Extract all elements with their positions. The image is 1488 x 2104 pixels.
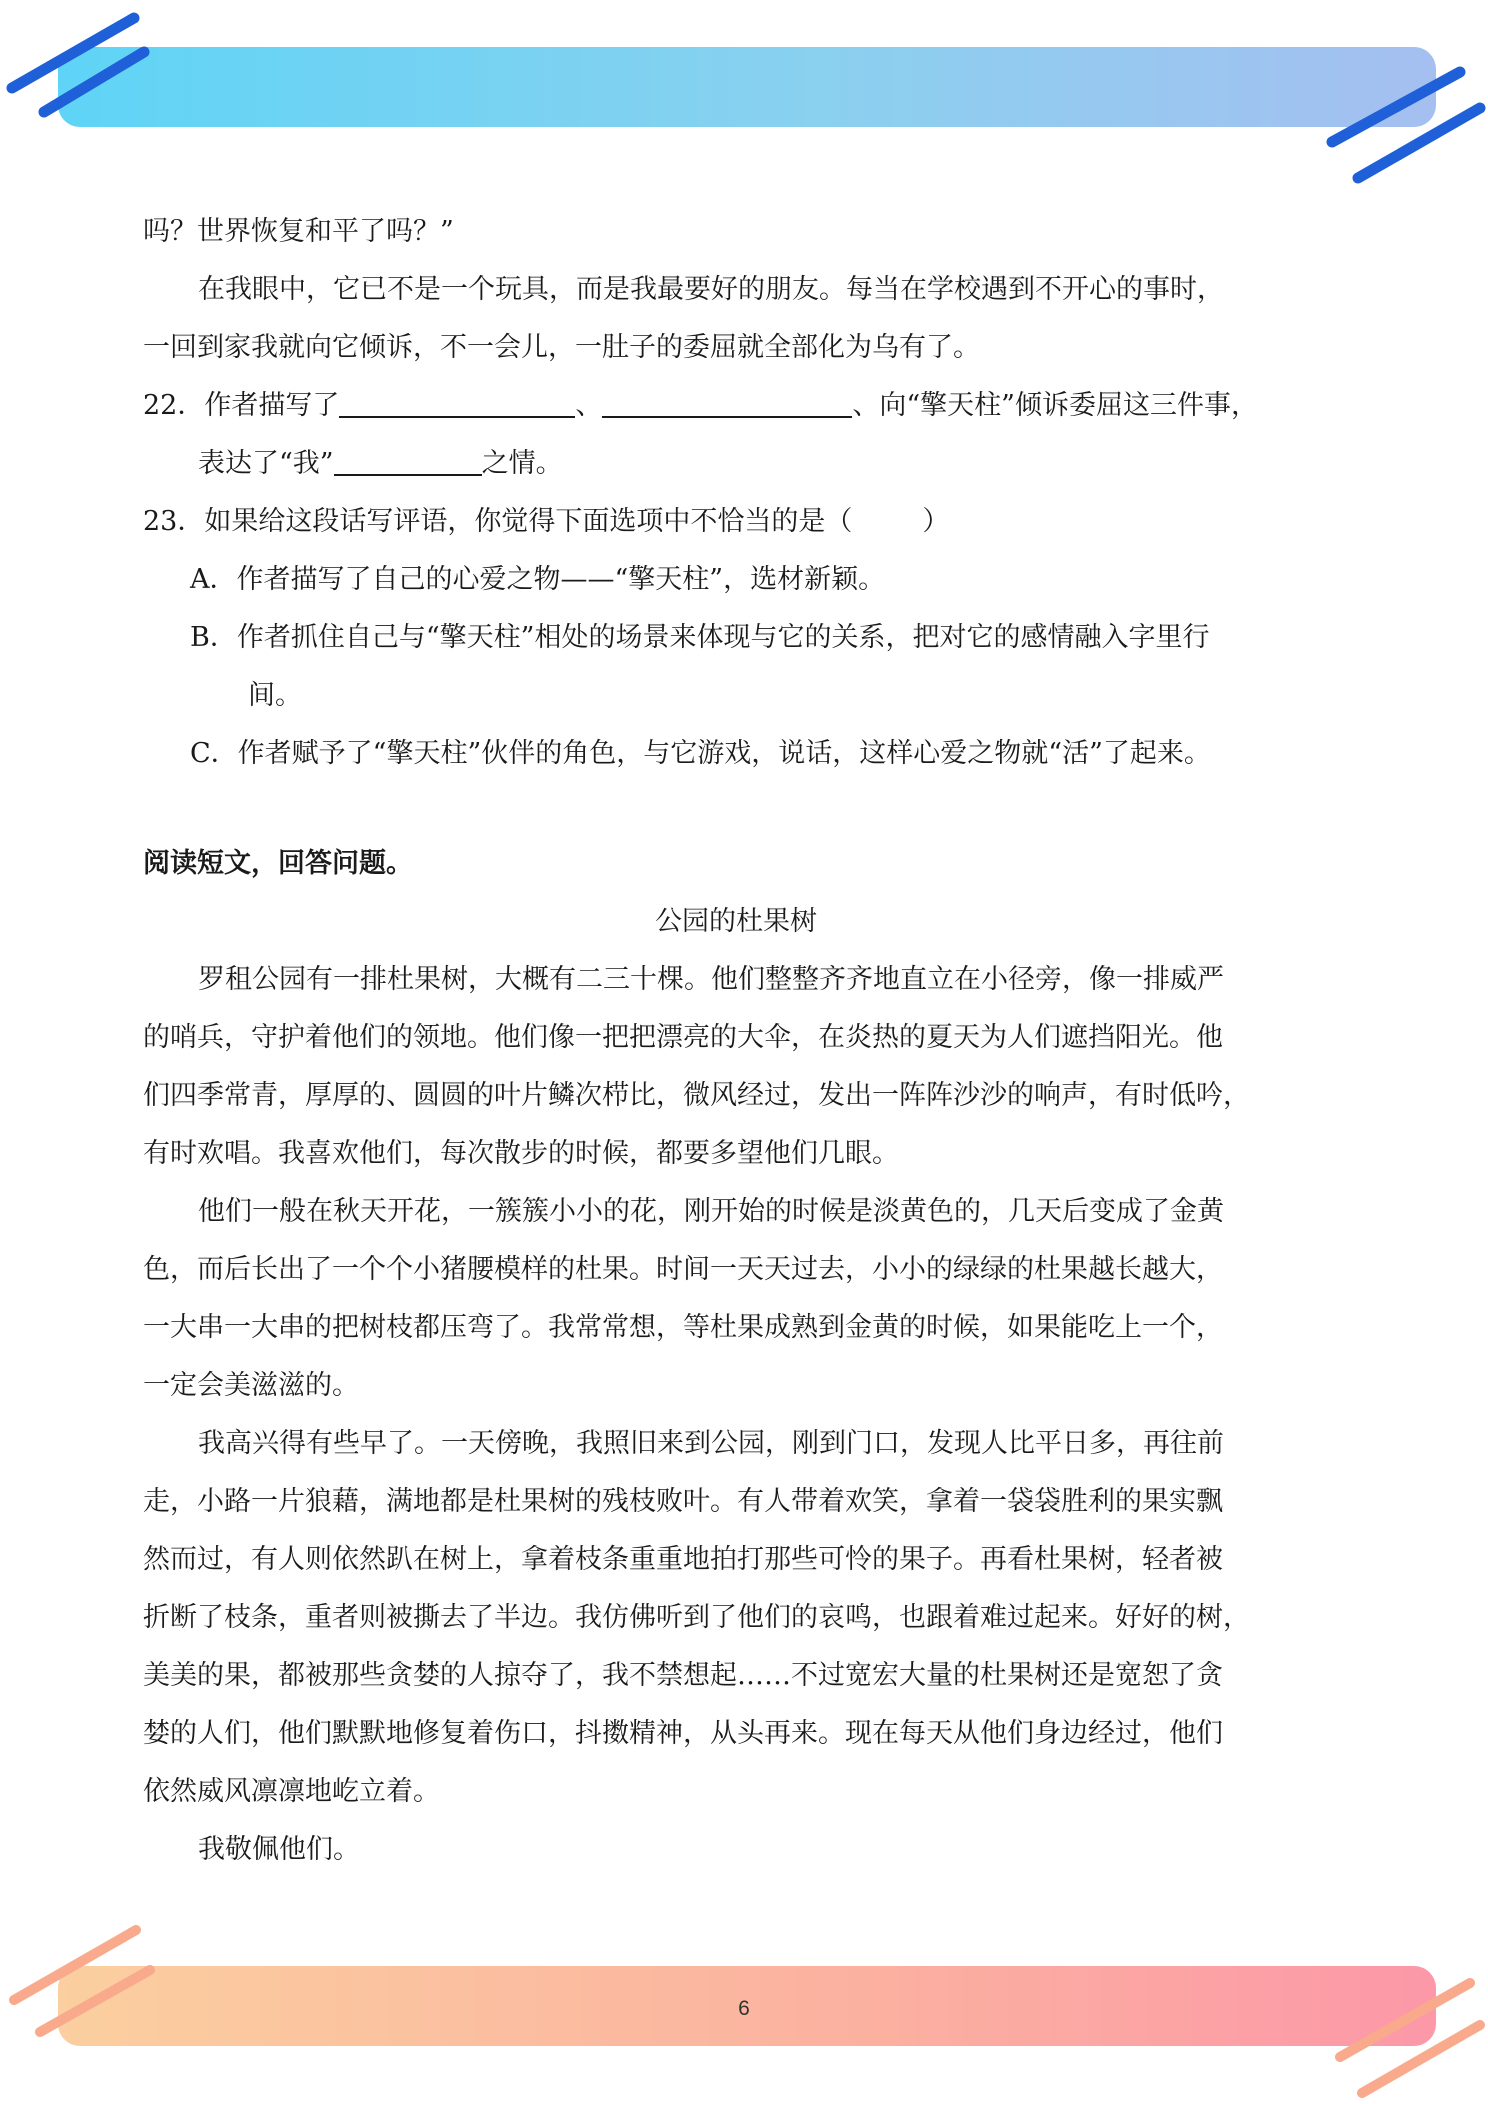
footer-stripes-right [1320, 1965, 1488, 2104]
question-number: 23． [143, 506, 205, 537]
answer-blank[interactable] [339, 390, 575, 418]
question-number: 22． [143, 390, 205, 421]
question-text: 之情。 [481, 448, 563, 479]
footer-stripes-left [0, 1920, 160, 2050]
passage-title: 公园的杜果树 [655, 906, 817, 937]
passage-line: 在我眼中，它已不是一个玩具，而是我最要好的朋友。每当在学校遇到不开心的事时， [198, 274, 1224, 305]
page-number: 6 [738, 1997, 750, 2020]
passage-line: 折断了枝条，重者则被撕去了半边。我仿佛听到了他们的哀鸣，也跟着难过起来。好好的树， [143, 1602, 1250, 1633]
option-c: C．作者赋予了“擎天柱”伙伴的角色，与它游戏，说话，这样心爱之物就“活”了起来。 [190, 738, 1211, 769]
passage-line: 依然威风凛凛地屹立着。 [143, 1776, 440, 1807]
passage-line: 一定会美滋滋的。 [143, 1370, 359, 1401]
question-text: 、向“擎天柱”倾诉委屈这三件事， [852, 390, 1258, 421]
passage-line: 色，而后长出了一个个小猪腰模样的杜果。时间一天天过去，小小的绿绿的杜果越长越大， [143, 1254, 1223, 1285]
passage-line: 我敬佩他们。 [198, 1834, 360, 1865]
passage-line: 我高兴得有些早了。一天傍晚，我照旧来到公园，刚到门口，发现人比平日多，再往前 [198, 1428, 1224, 1459]
passage-line: 的哨兵，守护着他们的领地。他们像一把把漂亮的大伞，在炎热的夏天为人们遮挡阳光。他 [143, 1022, 1223, 1053]
passage-line: 一大串一大串的把树枝都压弯了。我常常想，等杜果成熟到金黄的时候，如果能吃上一个， [143, 1312, 1223, 1343]
passage-line: 走，小路一片狼藉，满地都是杜果树的残枝败叶。有人带着欢笑，拿着一袋袋胜利的果实飘 [143, 1486, 1223, 1517]
header-banner [58, 47, 1436, 127]
option-a: A．作者描写了自己的心爱之物——“擎天柱”，选材新颖。 [190, 564, 886, 595]
option-b-cont: 间。 [248, 680, 302, 711]
option-b: B．作者抓住自己与“擎天柱”相处的场景来体现与它的关系，把对它的感情融入字里行 [190, 622, 1210, 653]
passage-line: 们四季常青，厚厚的、圆圆的叶片鳞次栉比，微风经过，发出一阵阵沙沙的响声，有时低吟， [143, 1080, 1250, 1111]
passage-line: 婪的人们，他们默默地修复着伤口，抖擞精神，从头再来。现在每天从他们身边经过，他们 [143, 1718, 1223, 1749]
header-stripes-left [0, 0, 180, 140]
question-text: 表达了“我” [198, 448, 334, 479]
question-22 [143, 386, 1258, 426]
passage-line: 有时欢唱。我喜欢他们，每次散步的时候，都要多望他们几眼。 [143, 1138, 899, 1169]
separator: 、 [575, 390, 603, 421]
question-text: 作者描写了 [204, 390, 340, 421]
passage-line: 他们一般在秋天开花，一簇簇小小的花，刚开始的时候是淡黄色的，几天后变成了金黄 [198, 1196, 1224, 1227]
answer-blank[interactable] [334, 448, 482, 476]
question-text: 如果给这段话写评语，你觉得下面选项中不恰当的是（ [204, 506, 853, 537]
passage-line: 一回到家我就向它倾诉，不一会儿，一肚子的委屈就全部化为乌有了。 [143, 332, 980, 363]
question-22-cont [198, 444, 563, 484]
section-instruction: 阅读短文，回答问题。 [143, 848, 413, 879]
header-stripes-right [1310, 60, 1488, 190]
passage-line: 罗租公园有一排杜果树，大概有二三十棵。他们整整齐齐地直立在小径旁，像一排威严 [198, 964, 1224, 995]
passage-line: 然而过，有人则依然趴在树上，拿着枝条重重地拍打那些可怜的果子。再看杜果树，轻者被 [143, 1544, 1223, 1575]
passage-line: 美美的果，都被那些贪婪的人掠夺了，我不禁想起……不过宽宏大量的杜果树还是宽恕了贪 [143, 1660, 1223, 1691]
answer-blank[interactable] [602, 390, 852, 418]
passage-line: 吗？世界恢复和平了吗？” [143, 216, 454, 247]
question-23: 23．如果给这段话写评语，你觉得下面选项中不恰当的是（ ） [143, 506, 950, 537]
